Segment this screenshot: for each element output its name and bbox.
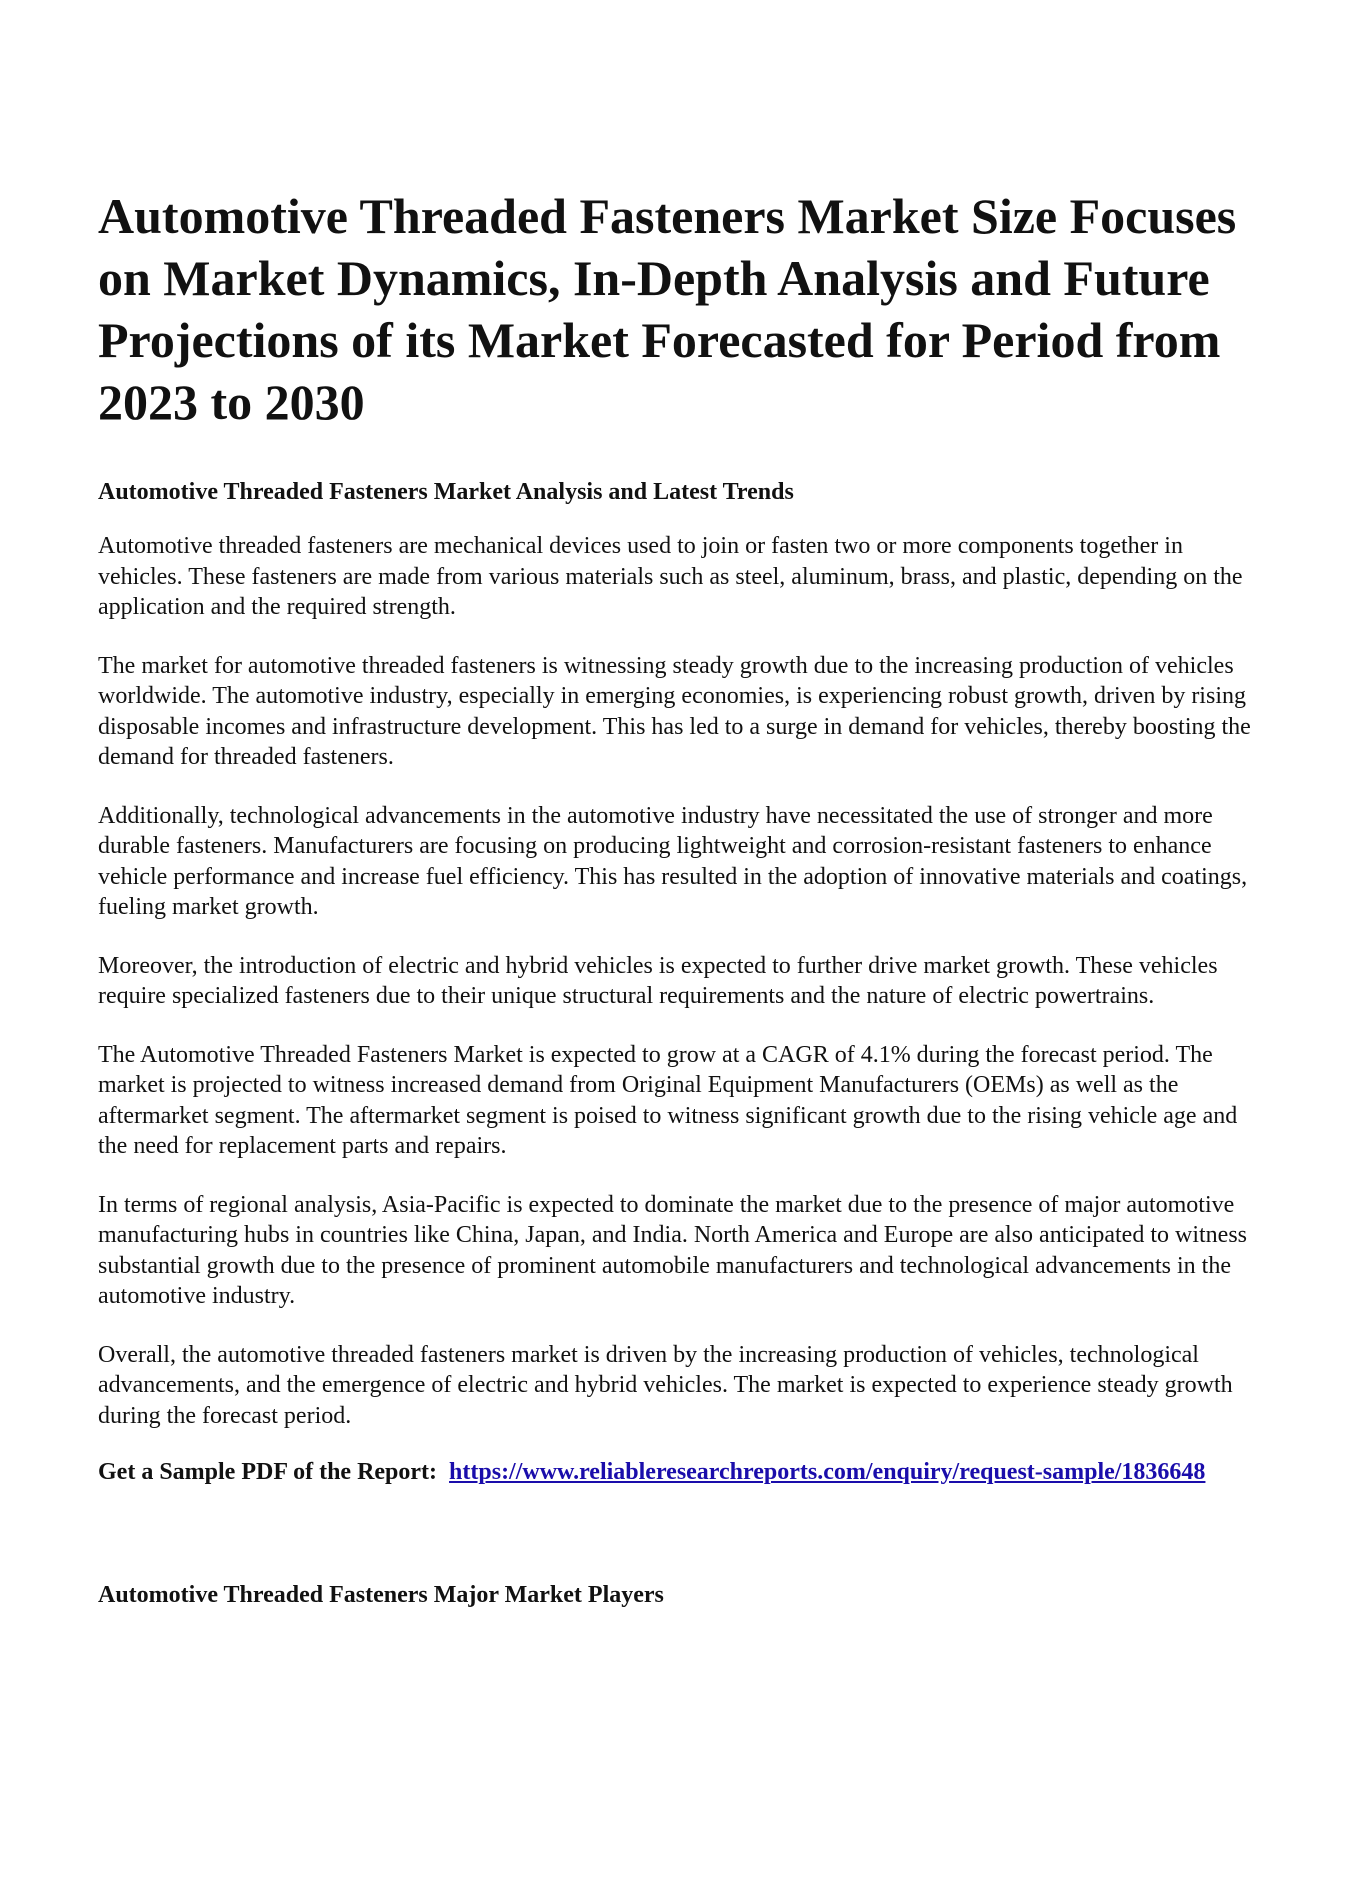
analysis-heading: Automotive Threaded Fasteners Market Analysis and Latest Trends [98, 479, 794, 505]
sample-pdf-label: Get a Sample PDF of the Report: [98, 1459, 438, 1485]
paragraph-overall: Overall, the automotive threaded fasteners market is driven by the increasing production of vehicles, technological advancements, and the emergence of electric and hybrid vehicles. The market is expected to experience steady growth during the forecast period. [98, 1341, 1233, 1429]
document-page [98, 185, 1268, 1610]
sample-pdf-line [98, 1457, 1268, 1488]
paragraph-growth: The market for automotive threaded fasteners is witnessing steady growth due to the increasing production of vehicles worldwide. The automotive industry, especially in emerging economies, is experiencing robust growth, driven by rising disposable incomes and infrastructure development. This has led to a surge in demand for vehicles, thereby boosting the demand for threaded fasteners. [98, 652, 1251, 770]
paragraph-electric-vehicles: Moreover, the introduction of electric and hybrid vehicles is expected to further drive market growth. These vehicles require specialized fasteners due to their unique structural requirements and the nature of electric powertrains. [98, 952, 1218, 1009]
sample-pdf-link[interactable]: https://www.reliableresearchreports.com/enquiry/request-sample/1836648 [449, 1459, 1206, 1485]
paragraph-definition: Automotive threaded fasteners are mechanical devices used to join or fasten two or more components together in vehicles. These fasteners are made from various materials such as steel, aluminum, brass, and plastic, depending on the application and the required strength. [98, 533, 1243, 620]
players-heading: Automotive Threaded Fasteners Major Market Players [98, 1581, 664, 1608]
document-title: Automotive Threaded Fasteners Market Size Focuses on Market Dynamics, In-Depth Analysis and Future Projections of its Market Forecasted for Period from 2023 to 2030 [98, 188, 1237, 430]
paragraph-regional: In terms of regional analysis, Asia-Pacific is expected to dominate the market due to the presence of major automotive manufacturing hubs in countries like China, Japan, and India. North America and Europe are also anticipated to witness substantial growth due to the presence of prominent automobile manufacturers and technological advancements in the automotive industry. [98, 1191, 1247, 1309]
paragraph-cagr: The Automotive Threaded Fasteners Market is expected to grow at a CAGR of 4.1% during the forecast period. The market is projected to witness increased demand from Original Equipment Manufacturers (OEMs) as well as the aftermarket segment. The aftermarket segment is poised to witness significant growth due to the rising vehicle age and the need for replacement parts and repairs. [98, 1041, 1238, 1159]
paragraph-technology: Additionally, technological advancements in the automotive industry have necessitated the use of stronger and more durable fasteners. Manufacturers are focusing on producing lightweight and corrosion-resistant fasteners to enhance vehicle performance and increase fuel efficiency. This has resulted in the adoption of innovative materials and coatings, fueling market growth. [98, 802, 1248, 920]
